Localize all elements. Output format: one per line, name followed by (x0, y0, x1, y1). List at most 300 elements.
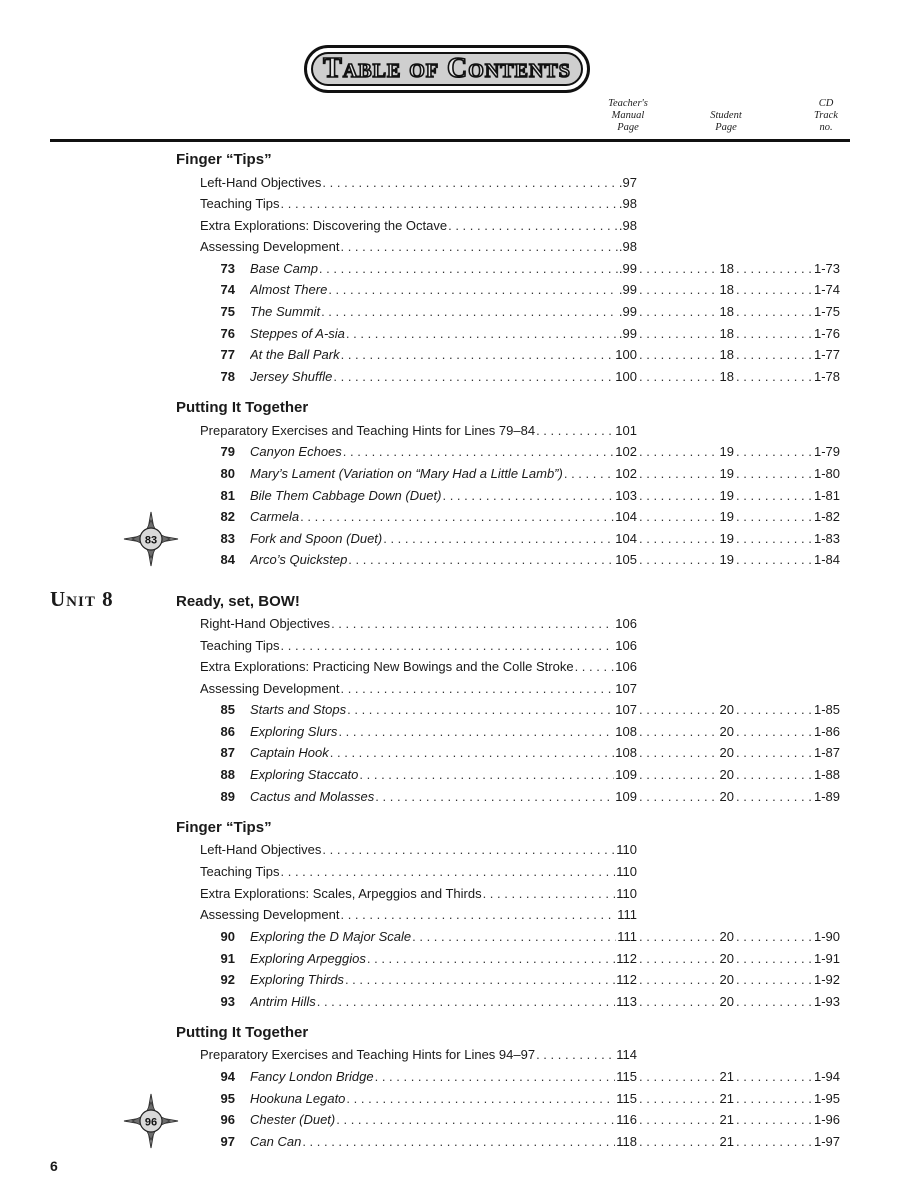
cd-leader (734, 742, 840, 764)
dot-leader (639, 485, 718, 507)
column-header-teacher-line: Teacher's (608, 98, 648, 109)
entry-leader (250, 699, 637, 721)
student-page: 20 (719, 745, 734, 760)
teacher-page: .97 (618, 175, 637, 190)
dot-leader (343, 441, 615, 463)
dot-leader (736, 506, 812, 528)
student-leader (637, 366, 734, 388)
entry-leader (250, 463, 637, 485)
teacher-page: 114 (616, 1047, 637, 1062)
dot-leader (736, 1131, 812, 1153)
entry-leader (250, 721, 637, 743)
teacher-page: 102 (615, 466, 637, 481)
entry-leader (200, 678, 637, 700)
entry-title: Exploring Slurs (250, 724, 338, 739)
section-heading-text: Putting It Together (176, 399, 309, 416)
teacher-page: .98 (618, 218, 637, 233)
cd-track: 1-82 (813, 509, 840, 524)
student-leader (637, 301, 734, 323)
dot-leader (736, 301, 812, 323)
column-header-cd-line: CD (818, 98, 834, 109)
dot-leader (331, 613, 614, 635)
cd-track: 1-73 (813, 261, 840, 276)
dot-leader (736, 528, 812, 550)
dot-leader (330, 742, 615, 764)
student-leader (637, 258, 734, 280)
entry-leader (250, 301, 637, 323)
section-heading-text: Finger “Tips” (176, 151, 272, 168)
entry-title: Left-Hand Objectives (200, 175, 322, 190)
dot-leader (639, 279, 718, 301)
student-page: 20 (719, 972, 734, 987)
cd-leader (734, 463, 840, 485)
entry-leader (250, 1088, 637, 1110)
cd-leader (734, 991, 840, 1013)
section-heading-text: Ready, set, BOW! (176, 593, 300, 610)
teacher-page: 109 (615, 789, 637, 804)
entry-leader (200, 193, 637, 215)
dot-leader (302, 1131, 615, 1153)
dot-leader (317, 991, 616, 1013)
line-number: 90 (220, 929, 235, 944)
cd-leader (734, 549, 840, 571)
dot-leader (340, 904, 616, 926)
dot-leader (359, 764, 614, 786)
student-leader (637, 1066, 734, 1088)
student-page: 20 (719, 994, 734, 1009)
dot-leader (367, 948, 615, 970)
dot-leader (281, 861, 616, 883)
entry-title: At the Ball Park (250, 347, 340, 362)
title-banner (304, 45, 590, 93)
toc-section-heading (0, 817, 900, 839)
line-number: 91 (220, 951, 235, 966)
dot-leader (639, 786, 718, 808)
student-leader (637, 926, 734, 948)
teacher-page: 112 (616, 951, 637, 966)
line-number: 86 (220, 724, 235, 739)
cd-leader (734, 528, 840, 550)
entry-title: Right-Hand Objectives (200, 616, 331, 631)
student-leader (637, 786, 734, 808)
entry-title: Cactus and Molasses (250, 789, 375, 804)
cd-track: 1-95 (813, 1091, 840, 1106)
toc-entry (0, 193, 900, 215)
column-header-teacher-line: Page (617, 122, 639, 133)
cd-track: 1-90 (813, 929, 840, 944)
toc-line-entry (0, 485, 900, 507)
cd-track: 1-75 (813, 304, 840, 319)
dot-leader (639, 344, 718, 366)
entry-title: Mary’s Lament (Variation on “Mary Had a Little Lamb”) (250, 466, 563, 481)
dot-leader (736, 441, 812, 463)
student-leader (637, 969, 734, 991)
student-page: 18 (719, 326, 734, 341)
section-heading-text: Finger “Tips” (176, 819, 272, 836)
dot-leader (348, 549, 614, 571)
student-leader (637, 742, 734, 764)
toc-line-entry (0, 764, 900, 786)
dot-leader (736, 742, 812, 764)
dot-leader (412, 926, 616, 948)
dot-leader (736, 764, 812, 786)
teacher-page: .99 (618, 326, 637, 341)
title-banner-inner (311, 52, 583, 86)
student-page: 18 (719, 304, 734, 319)
teacher-page: 108 (615, 745, 637, 760)
teacher-page: 103 (615, 488, 637, 503)
teacher-page: 109 (615, 767, 637, 782)
line-number: 96 (220, 1112, 235, 1127)
dot-leader (639, 991, 718, 1013)
dot-leader (736, 786, 812, 808)
line-number: 77 (220, 347, 235, 362)
cd-track: 1-76 (813, 326, 840, 341)
entry-leader (250, 366, 637, 388)
entry-leader (250, 948, 637, 970)
cd-leader (734, 1131, 840, 1153)
line-number: 76 (220, 326, 235, 341)
toc-entry (0, 172, 900, 194)
dot-leader (639, 441, 718, 463)
student-page: 19 (719, 466, 734, 481)
student-leader (637, 506, 734, 528)
toc-line-entry (0, 786, 900, 808)
dot-leader (736, 258, 812, 280)
entry-title: Steppes of A-sia (250, 326, 345, 341)
dot-leader (383, 528, 614, 550)
dot-leader (345, 969, 615, 991)
dot-leader (736, 366, 812, 388)
student-leader (637, 721, 734, 743)
teacher-page: 106 (615, 659, 637, 674)
entry-leader (250, 485, 637, 507)
toc-entry (0, 839, 900, 861)
toc-entry (0, 613, 900, 635)
teacher-page: 107 (615, 702, 637, 717)
entry-title: Teaching Tips (200, 864, 280, 879)
student-leader (637, 463, 734, 485)
line-number: 92 (220, 972, 235, 987)
student-leader (637, 549, 734, 571)
toc-line-entry (0, 344, 900, 366)
toc-entry (0, 635, 900, 657)
cd-leader (734, 344, 840, 366)
toc-entry (0, 678, 900, 700)
dot-leader (347, 699, 614, 721)
cd-track: 1-86 (813, 724, 840, 739)
toc-line-entry (0, 441, 900, 463)
dot-leader (736, 463, 812, 485)
student-page: 20 (719, 789, 734, 804)
toc-line-entry (0, 699, 900, 721)
entry-title: Jersey Shuffle (250, 369, 333, 384)
student-page: 19 (719, 509, 734, 524)
entry-leader (250, 764, 637, 786)
dot-leader (639, 463, 718, 485)
cd-leader (734, 786, 840, 808)
entry-leader (200, 215, 637, 237)
dot-leader (321, 301, 618, 323)
cd-leader (734, 764, 840, 786)
dot-leader (639, 1066, 718, 1088)
student-page: 18 (719, 282, 734, 297)
dot-leader (536, 420, 614, 442)
toc-line-entry (0, 279, 900, 301)
line-number: 78 (220, 369, 235, 384)
entry-title: Assessing Development (200, 907, 340, 922)
entry-leader (250, 528, 637, 550)
teacher-page: 104 (615, 531, 637, 546)
teacher-page: 116 (616, 1112, 637, 1127)
column-header-teacher-line: Manual (611, 110, 645, 121)
dot-leader (736, 1109, 812, 1131)
student-page: 19 (719, 531, 734, 546)
cd-leader (734, 366, 840, 388)
entry-title: Arco’s Quickstep (250, 552, 348, 567)
line-number: 83 (220, 531, 235, 546)
entry-leader (200, 1044, 637, 1066)
dot-leader (346, 323, 618, 345)
teacher-page: 113 (616, 994, 637, 1009)
toc-entry (0, 420, 900, 442)
cd-track: 1-77 (813, 347, 840, 362)
cd-leader (734, 721, 840, 743)
entry-leader (200, 613, 637, 635)
column-header-student-line: Page (715, 122, 737, 133)
line-number: 95 (220, 1091, 235, 1106)
dot-leader (340, 236, 617, 258)
entry-leader (200, 236, 637, 258)
toc-line-entry (0, 323, 900, 345)
dot-leader (639, 1131, 718, 1153)
teacher-page: 110 (616, 886, 637, 901)
student-leader (637, 991, 734, 1013)
entry-title: Left-Hand Objectives (200, 842, 322, 857)
entry-leader (200, 883, 637, 905)
cd-leader (734, 926, 840, 948)
entry-leader (250, 441, 637, 463)
teacher-page: 107 (615, 681, 637, 696)
cd-track: 1-92 (813, 972, 840, 987)
student-leader (637, 764, 734, 786)
dot-leader (736, 991, 812, 1013)
teacher-page: 112 (616, 972, 637, 987)
student-leader (637, 1109, 734, 1131)
cd-leader (734, 699, 840, 721)
toc-section-heading (0, 149, 900, 171)
dot-leader (338, 721, 614, 743)
line-number: 88 (220, 767, 235, 782)
dot-leader (483, 883, 616, 905)
entry-leader (250, 1066, 637, 1088)
cd-track: 1-81 (813, 488, 840, 503)
dot-leader (639, 301, 718, 323)
toc-line-entry (0, 926, 900, 948)
dot-leader (346, 1088, 615, 1110)
cd-track: 1-94 (813, 1069, 840, 1084)
entry-title: Teaching Tips (200, 638, 280, 653)
entry-leader (200, 861, 637, 883)
entry-title: Teaching Tips (200, 196, 280, 211)
line-number: 93 (220, 994, 235, 1009)
entry-leader (200, 904, 637, 926)
dot-leader (575, 656, 615, 678)
student-leader (637, 1131, 734, 1153)
cd-track: 1-91 (813, 951, 840, 966)
toc-line-entry (0, 948, 900, 970)
teacher-page: 101 (615, 423, 637, 438)
dot-leader (736, 969, 812, 991)
dot-leader (281, 635, 615, 657)
line-number: 74 (220, 282, 235, 297)
toc-entry (0, 904, 900, 926)
toc-section-heading (0, 591, 900, 613)
entry-title: Preparatory Exercises and Teaching Hints for Lines 94–97 (200, 1047, 536, 1062)
dot-leader (639, 1088, 718, 1110)
teacher-page: 102 (615, 444, 637, 459)
entry-title: Assessing Development (200, 239, 340, 254)
line-number: 81 (220, 488, 235, 503)
cd-track: 1-84 (813, 552, 840, 567)
entry-title: The Summit (250, 304, 321, 319)
toc-entry (0, 883, 900, 905)
teacher-page: 104 (615, 509, 637, 524)
header-rule (50, 139, 850, 142)
toc-entry (0, 1044, 900, 1066)
toc-section-heading (0, 397, 900, 419)
entry-leader (250, 969, 637, 991)
dot-leader (564, 463, 614, 485)
entry-leader (250, 1109, 637, 1131)
dot-leader (736, 485, 812, 507)
badge-number: 83 (144, 534, 158, 547)
entry-leader (250, 926, 637, 948)
line-number: 89 (220, 789, 235, 804)
dot-leader (322, 839, 615, 861)
cd-track: 1-93 (813, 994, 840, 1009)
line-number: 84 (220, 552, 235, 567)
entry-leader (250, 991, 637, 1013)
student-page: 19 (719, 444, 734, 459)
student-leader (637, 485, 734, 507)
entry-leader (200, 635, 637, 657)
dot-leader (736, 926, 812, 948)
student-page: 20 (719, 929, 734, 944)
entry-leader (250, 344, 637, 366)
dot-leader (300, 506, 614, 528)
entry-leader (250, 549, 637, 571)
dot-leader (639, 721, 718, 743)
line-number: 75 (220, 304, 235, 319)
toc-line-entry (0, 721, 900, 743)
dot-leader (639, 528, 718, 550)
cd-leader (734, 485, 840, 507)
dot-leader (736, 344, 812, 366)
entry-leader (200, 839, 637, 861)
toc-entry (0, 236, 900, 258)
dot-leader (639, 549, 718, 571)
teacher-page: 111 (617, 907, 637, 922)
dot-leader (736, 279, 812, 301)
toc-line-entry (0, 301, 900, 323)
teacher-page: 105 (615, 552, 637, 567)
student-page: 21 (719, 1134, 734, 1149)
line-number: 80 (220, 466, 235, 481)
cd-track: 1-80 (813, 466, 840, 481)
page-number: 6 (50, 1158, 58, 1174)
compass-badge-icon (122, 1092, 180, 1150)
entry-title: Assessing Development (200, 681, 340, 696)
student-page: 21 (719, 1112, 734, 1127)
teacher-page: 106 (615, 638, 637, 653)
compass-badge-icon (122, 510, 180, 568)
entry-leader (250, 1131, 637, 1153)
entry-title: Base Camp (250, 261, 318, 276)
dot-leader (375, 786, 614, 808)
dot-leader (328, 279, 618, 301)
entry-title: Exploring Staccato (250, 767, 359, 782)
page-title: Table of Contents (323, 53, 571, 84)
dot-leader (639, 764, 718, 786)
teacher-page: 108 (615, 724, 637, 739)
teacher-page: 115 (616, 1069, 637, 1084)
toc-line-entry (0, 258, 900, 280)
cd-track: 1-89 (813, 789, 840, 804)
teacher-page: 106 (615, 616, 637, 631)
dot-leader (639, 258, 718, 280)
line-number: 87 (220, 745, 235, 760)
teacher-page: 100 (615, 369, 637, 384)
entry-title: Exploring Thirds (250, 972, 344, 987)
dot-leader (319, 258, 618, 280)
dot-leader (322, 172, 618, 194)
toc-entry (0, 861, 900, 883)
student-page: 20 (719, 951, 734, 966)
entry-leader (250, 279, 637, 301)
toc-entry (0, 656, 900, 678)
teacher-page: 110 (616, 864, 637, 879)
cd-track: 1-83 (813, 531, 840, 546)
cd-track: 1-74 (813, 282, 840, 297)
teacher-page: .99 (618, 261, 637, 276)
dot-leader (281, 193, 618, 215)
dot-leader (340, 678, 614, 700)
entry-leader (200, 420, 637, 442)
line-number: 79 (220, 444, 235, 459)
cd-leader (734, 948, 840, 970)
cd-track: 1-85 (813, 702, 840, 717)
cd-leader (734, 323, 840, 345)
dot-leader (442, 485, 614, 507)
dot-leader (336, 1109, 615, 1131)
teacher-page: 110 (616, 842, 637, 857)
student-leader (637, 279, 734, 301)
student-page: 18 (719, 369, 734, 384)
student-page: 20 (719, 724, 734, 739)
entry-leader (250, 506, 637, 528)
entry-title: Hookuna Legato (250, 1091, 346, 1106)
cd-track: 1-88 (813, 767, 840, 782)
line-number: 97 (220, 1134, 235, 1149)
student-leader (637, 1088, 734, 1110)
dot-leader (639, 323, 718, 345)
cd-leader (734, 1109, 840, 1131)
column-header-student-line: Student (710, 110, 742, 121)
toc-section-heading (0, 1022, 900, 1044)
line-number: 82 (220, 509, 235, 524)
entry-title: Antrim Hills (250, 994, 316, 1009)
